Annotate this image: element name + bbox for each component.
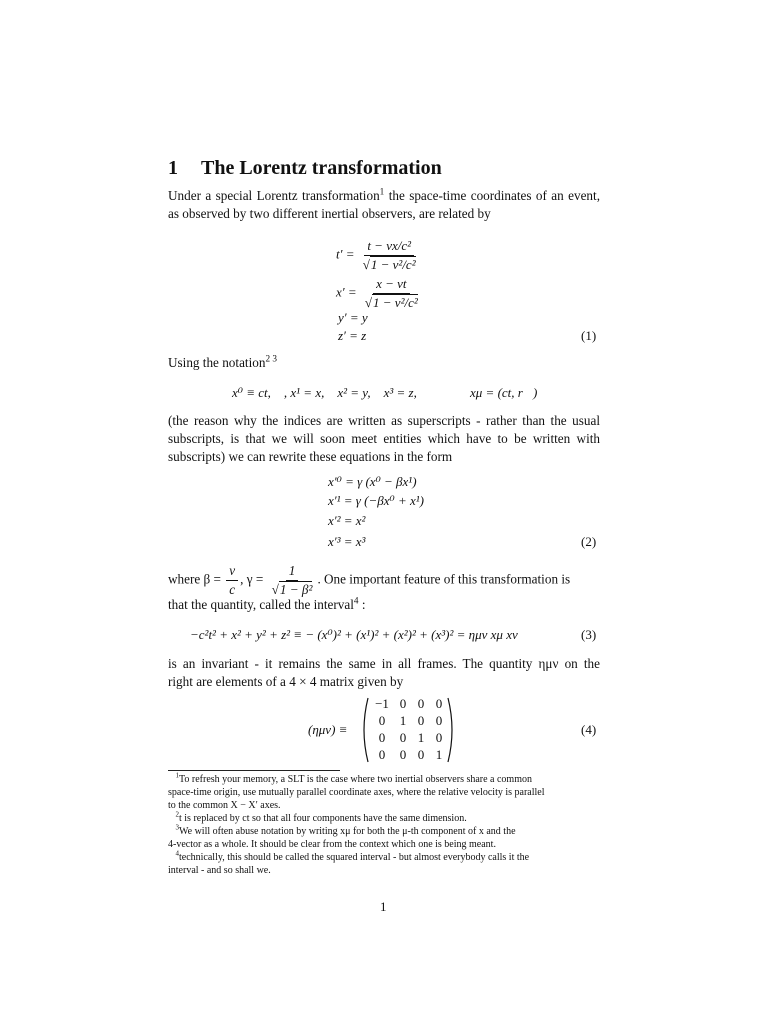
matrix-cell-2-1: 0 <box>399 730 407 745</box>
invariant-line-2: right are elements of a 4 × 4 matrix given by <box>168 674 404 689</box>
eq3-expression: −c²t² + x² + y² + z² ≡ − (x⁰)² + (x¹)² + (x²)² + (x³)² = ημν xμ xν <box>190 627 518 642</box>
matrix-cell-0-1: 0 <box>399 696 407 711</box>
footnote-3-line-2: 4-vector as a whole. It should be clear from the context which one is being meant. <box>168 839 496 850</box>
matrix-cell-0-2: 0 <box>417 696 425 711</box>
reason-line-2: subscripts, is that we will soon meet entities which have to be written with <box>168 431 600 446</box>
interval-line: that the quantity, called the interval$^4$ : <box>168 595 366 612</box>
eta-matrix <box>360 696 456 764</box>
matrix-cell-2-0: 0 <box>378 730 386 745</box>
eq3-number: (3) <box>581 627 597 642</box>
where-line <box>168 563 570 598</box>
section-heading <box>168 157 442 180</box>
footnote-ref-2-3: 2 3 <box>265 353 277 364</box>
eq2-row-0: x′⁰ = γ (x⁰ − βx¹) <box>328 474 417 489</box>
where-beta-label: where β = <box>168 571 221 587</box>
eq2-row-3: x′³ = x³ <box>328 534 366 549</box>
eq1-t-lhs: t′ = <box>336 246 355 262</box>
footnote-3-line-1: $^3$We will often abuse notation by writing xμ for both the μ-th component of x and the <box>175 823 516 837</box>
intro-line-1: Under a special Lorentz transformation$^1$ the space-time coordinates of an event, <box>168 186 600 203</box>
section-number: 1 <box>168 157 178 179</box>
intro-line-2: as observed by two different inertial observers, are related by <box>168 206 491 221</box>
eq1-x-fraction: $\frac{x - vt}{\text{√1 − v²/c²}}$ <box>364 276 418 310</box>
footnote-4-line-1: $^4$technically, this should be called the squared interval - but almost everybody calls it the <box>175 849 530 863</box>
matrix-cell-3-2: 0 <box>417 747 425 762</box>
gamma-fraction: $\frac{1}{\text{√1 − β²}}$ <box>271 563 313 597</box>
eq1-t-row <box>336 238 421 273</box>
where-gamma-label: , γ = <box>240 571 264 587</box>
eq1-x-row <box>336 276 423 311</box>
notation-xmu: xμ = (ct, r⃗) <box>470 385 538 400</box>
eq1-x-lhs: x′ = <box>336 284 357 300</box>
invariant-line-1: is an invariant - it remains the same in all frames. The quantity ημν on the <box>168 656 600 671</box>
reason-paragraph <box>168 412 600 466</box>
footnote-ref-1: 1 <box>379 186 385 197</box>
eq1-t-fraction: $\frac{\text{t − vx/c²}}{\text{√1 − v²/c²}}$ <box>362 238 416 272</box>
matrix-cell-0-0: −1 <box>375 696 389 711</box>
matrix-cell-2-3: 0 <box>435 730 443 745</box>
eq2-row-2: x′² = x² <box>328 513 366 528</box>
matrix-cell-3-1: 0 <box>399 747 407 762</box>
footnote-4-line-2: interval - and so shall we. <box>168 865 271 876</box>
eq1-z-row: z′ = z <box>338 328 367 343</box>
eq4-number: (4) <box>581 722 597 737</box>
section-title: The Lorentz transformation <box>201 157 442 179</box>
where-suffix: . One important feature of this transformation is <box>317 571 571 587</box>
eq4-lhs: (ημν) ≡ <box>308 722 348 737</box>
eq2-row-1: x′¹ = γ (−βx⁰ + x¹) <box>328 493 424 508</box>
footnote-1-line-3: to the common X − X′ axes. <box>168 800 281 811</box>
footnote-ref-4: 4 <box>353 595 359 606</box>
matrix-cell-1-2: 0 <box>417 713 425 728</box>
matrix-cell-1-3: 0 <box>435 713 443 728</box>
page-number: 1 <box>380 899 387 914</box>
footnote-rule <box>168 770 340 771</box>
beta-fraction: $\frac{v}{c}$ <box>226 563 238 598</box>
footnote-1-line-1: $^1$To refresh your memory, a SLT is the case where two inertial observers share a common <box>175 771 532 785</box>
footnotes <box>168 773 600 877</box>
eq2-number: (2) <box>581 534 597 549</box>
footnote-2: $^2$t is replaced by ct so that all four components have the same dimension. <box>175 810 467 824</box>
eq1-y-row: y′ = y <box>338 310 368 325</box>
eq1-number: (1) <box>581 328 597 343</box>
matrix-cell-3-0: 0 <box>378 747 386 762</box>
eq1-x-denominator: 1 − v²/c² <box>373 295 418 310</box>
reason-line-3: subscripts) we can rewrite these equations in the form <box>168 449 453 464</box>
matrix-cell-2-2: 1 <box>417 730 425 745</box>
notation-intro: Using the notation$^{2 3}$ <box>168 353 277 370</box>
notation-equation: x⁰ ≡ ct, , x¹ = x, x² = y, x³ = z, <box>232 385 417 400</box>
footnote-1-line-2: space-time origin, use mutually parallel coordinate axes, where the relative velocity is parallel <box>168 787 545 798</box>
matrix-cell-3-3: 1 <box>435 747 443 762</box>
eq1-t-numerator: t − vx/c² <box>364 238 414 256</box>
matrix-cell-0-3: 0 <box>435 696 443 711</box>
matrix-cell-1-1: 1 <box>399 713 407 728</box>
eq1-t-denominator: 1 − v²/c² <box>370 257 416 272</box>
invariant-paragraph <box>168 655 600 691</box>
intro-paragraph <box>168 187 600 223</box>
reason-line-1: (the reason why the indices are written as superscripts - rather than the usual <box>168 413 600 428</box>
matrix-cell-1-0: 0 <box>378 713 386 728</box>
matrix-cells <box>370 696 450 763</box>
eq1-x-numerator: x − vt <box>373 276 409 294</box>
